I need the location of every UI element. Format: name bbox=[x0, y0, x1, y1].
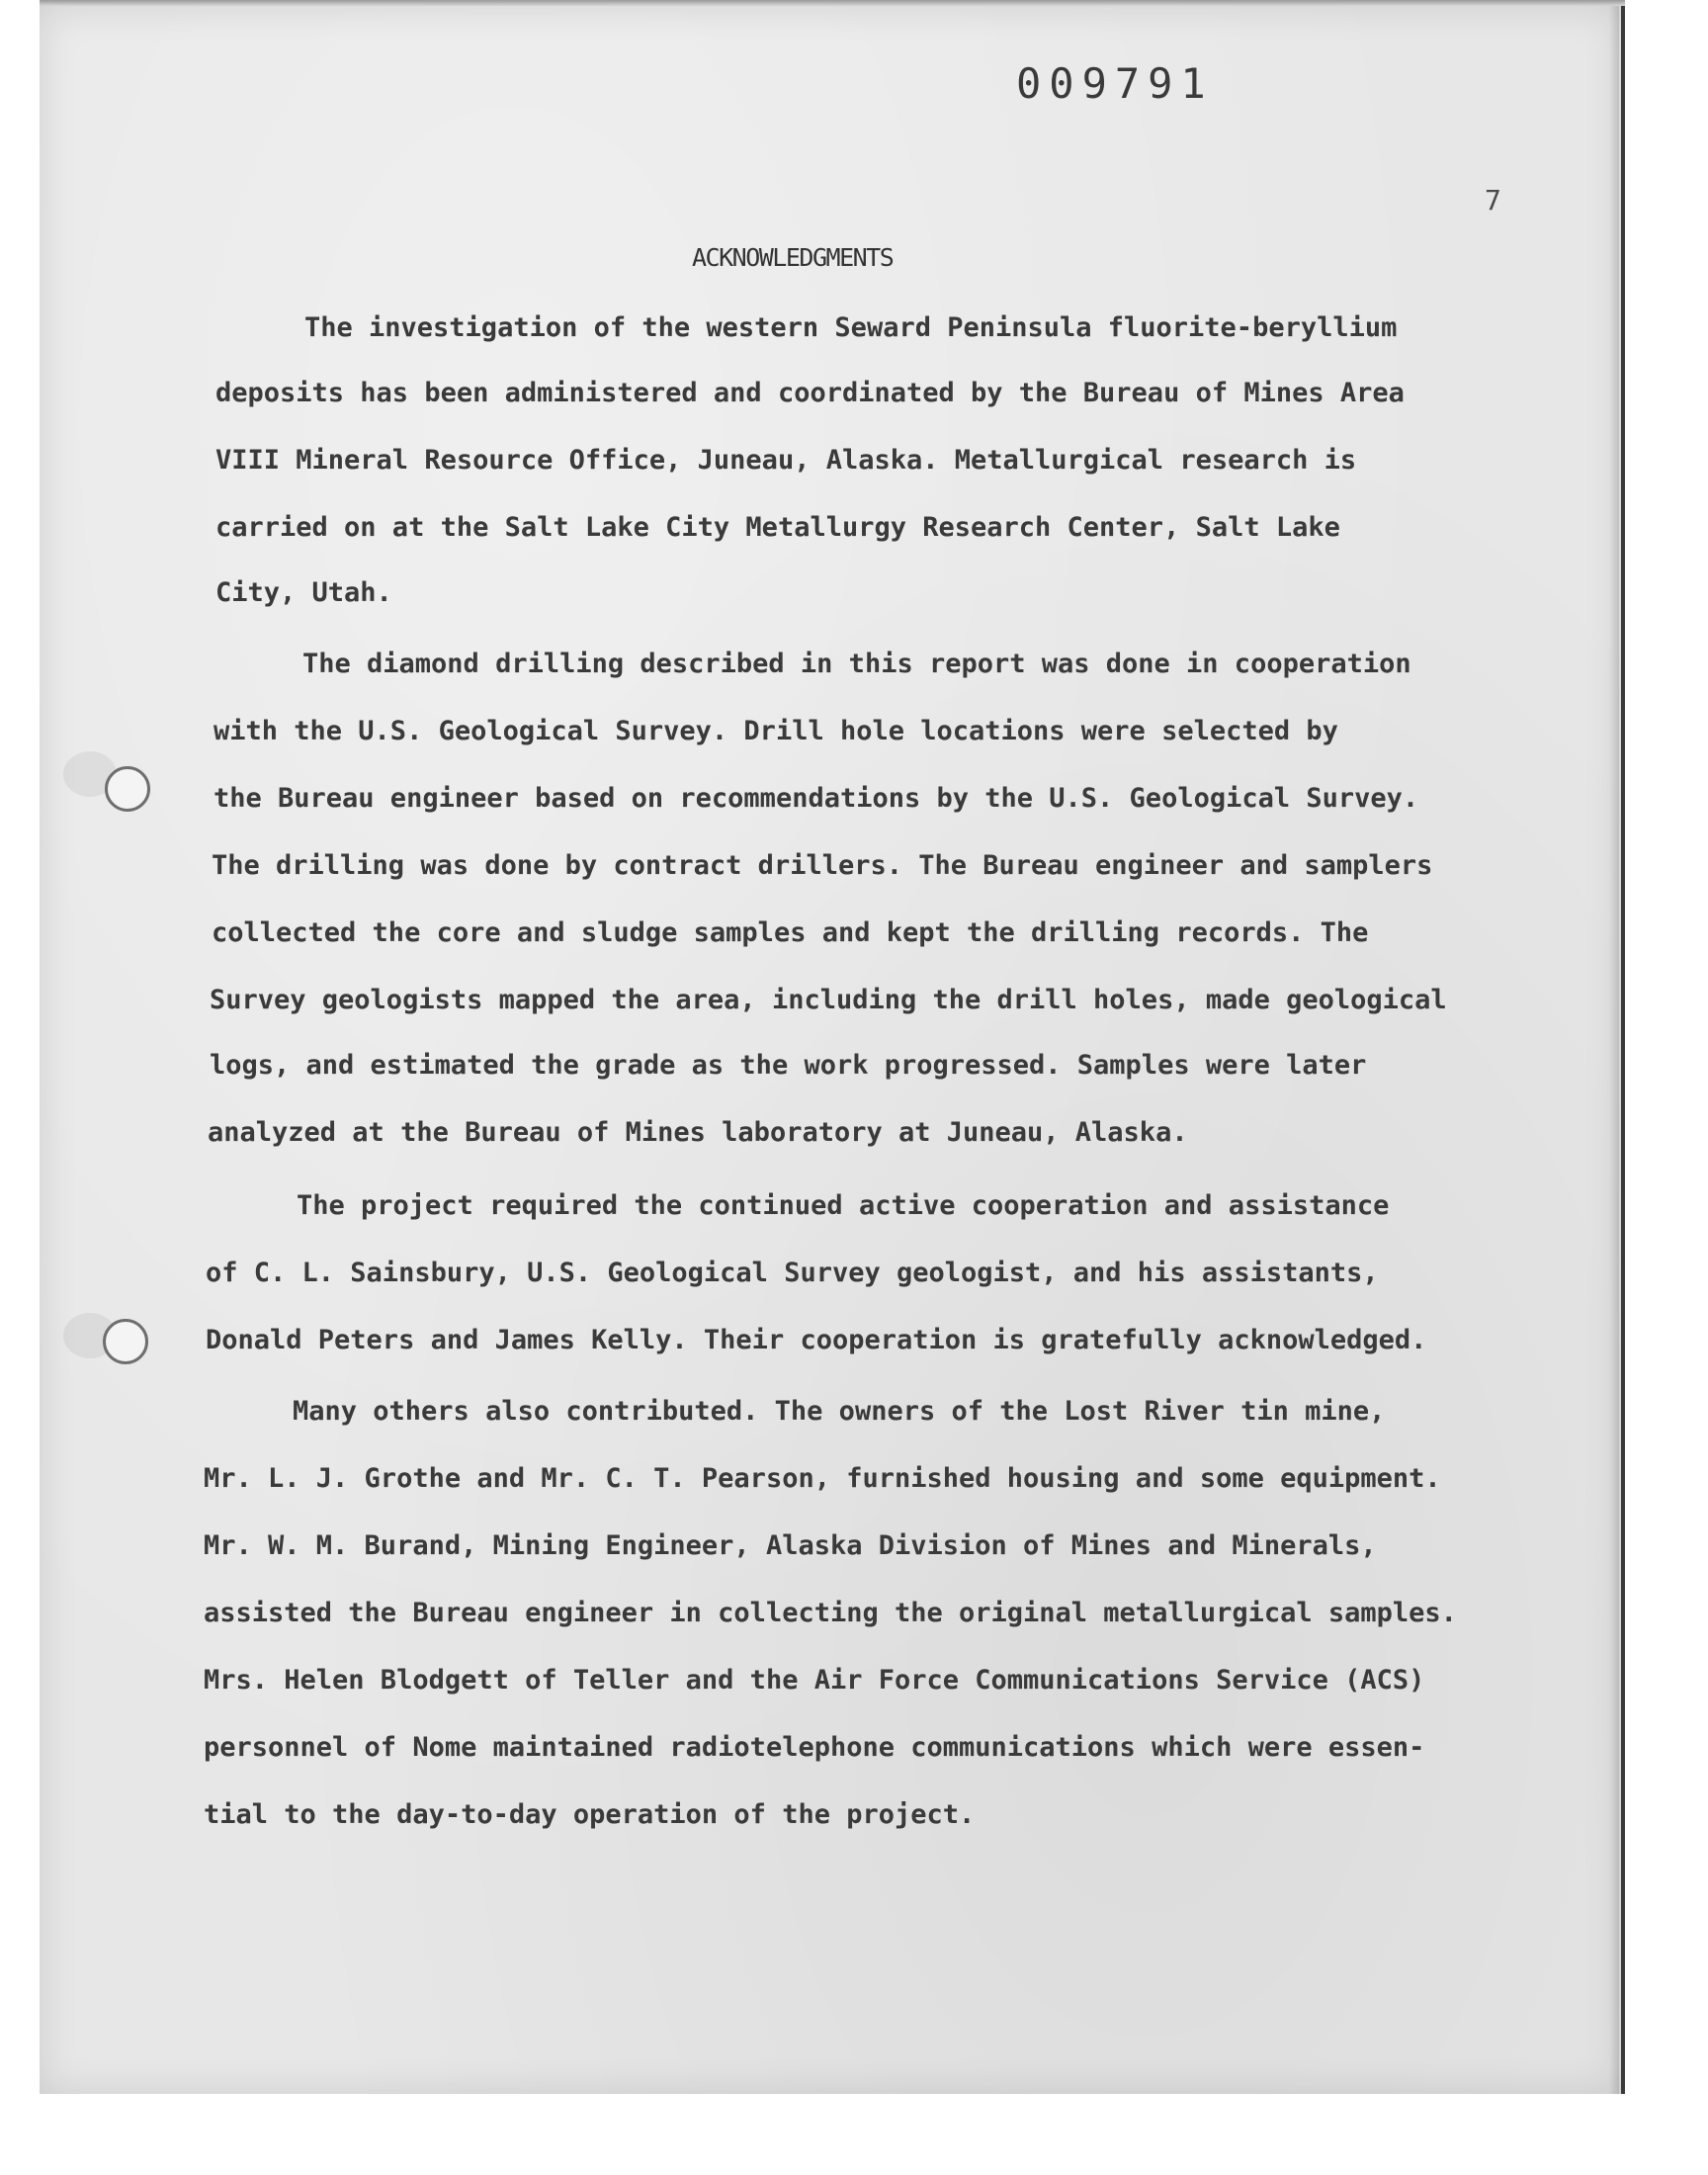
section-heading: ACKNOWLEDGMENTS bbox=[692, 243, 894, 272]
body-text-line: with the U.S. Geological Survey. Drill hole locations were selected by bbox=[214, 716, 1338, 746]
body-text-line: deposits has been administered and coordinated by the Bureau of Mines Area bbox=[215, 378, 1405, 408]
body-text-line: personnel of Nome maintained radiotelephone communications which were essen- bbox=[204, 1732, 1425, 1763]
body-text-line: The investigation of the western Seward Peninsula fluorite-beryllium bbox=[304, 312, 1398, 343]
body-text-line: VIII Mineral Resource Office, Juneau, Alaska. Metallurgical research is bbox=[215, 445, 1357, 476]
body-text-line: Many others also contributed. The owners of the Lost River tin mine, bbox=[293, 1396, 1386, 1427]
body-text-line: Mr. W. M. Burand, Mining Engineer, Alaska Division of Mines and Minerals, bbox=[204, 1530, 1377, 1561]
punch-hole-icon bbox=[103, 1319, 148, 1364]
body-text-line: the Bureau engineer based on recommendations by the U.S. Geological Survey. bbox=[214, 783, 1419, 814]
body-text-line: Survey geologists mapped the area, including the drill holes, made geological bbox=[210, 985, 1447, 1015]
body-text-line: assisted the Bureau engineer in collecting the original metallurgical samples. bbox=[204, 1598, 1457, 1628]
body-text-line: logs, and estimated the grade as the work progressed. Samples were later bbox=[210, 1050, 1367, 1081]
body-text-line: collected the core and sludge samples and kept the drilling records. The bbox=[212, 917, 1369, 948]
body-text-line: The diamond drilling described in this report was done in cooperation bbox=[302, 649, 1411, 679]
page-number: 7 bbox=[1485, 184, 1501, 217]
body-text-line: The project required the continued active cooperation and assistance bbox=[297, 1190, 1390, 1221]
body-text-line: The drilling was done by contract drillers. The Bureau engineer and samplers bbox=[212, 850, 1433, 881]
body-text-line: City, Utah. bbox=[215, 577, 392, 608]
punch-hole-icon bbox=[105, 766, 150, 812]
body-text-line: tial to the day-to-day operation of the project. bbox=[204, 1799, 976, 1830]
body-text-line: analyzed at the Bureau of Mines laboratory at Juneau, Alaska. bbox=[208, 1117, 1188, 1148]
body-text-line: Mrs. Helen Blodgett of Teller and the Air Force Communications Service (ACS) bbox=[204, 1665, 1425, 1696]
body-text-line: Mr. L. J. Grothe and Mr. C. T. Pearson, furnished housing and some equipment. bbox=[204, 1463, 1441, 1494]
body-text-line: carried on at the Salt Lake City Metallurgy Research Center, Salt Lake bbox=[215, 512, 1340, 543]
sheet-right-edge bbox=[1621, 6, 1625, 2094]
sheet-right-shade bbox=[1609, 6, 1619, 2094]
document-number: 009791 bbox=[1016, 59, 1214, 108]
body-text-line: Donald Peters and James Kelly. Their cooperation is gratefully acknowledged. bbox=[206, 1325, 1427, 1355]
body-text-line: of C. L. Sainsbury, U.S. Geological Survey geologist, and his assistants, bbox=[206, 1258, 1379, 1288]
